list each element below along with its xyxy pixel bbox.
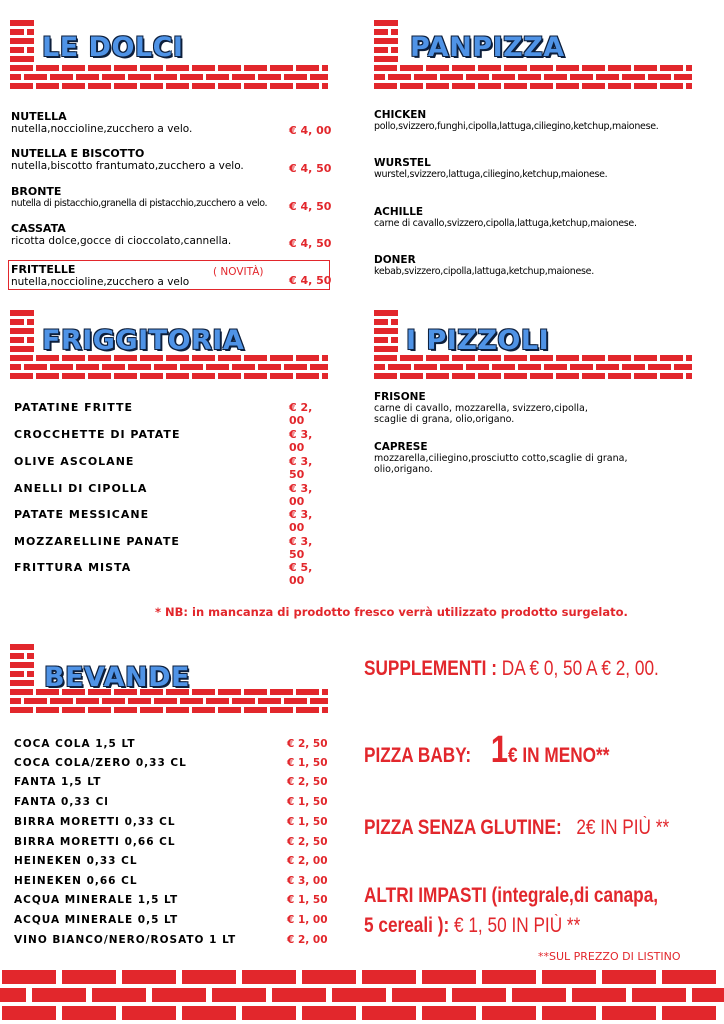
item-name: FRITTELLE [11, 263, 76, 276]
item-price: € 1, 50 [287, 796, 328, 808]
item-name: ACQUA MINERALE 1,5 LT [14, 894, 179, 906]
item-name: COCA COLA 1,5 LT [14, 738, 136, 750]
item-price: € 2, 00 [287, 934, 328, 946]
list-item [14, 455, 328, 481]
section-title-friggitoria: FRIGGITORIA [42, 325, 245, 356]
list-item [374, 206, 704, 229]
item-price: € 4, 00 [289, 124, 332, 137]
section-title-bevande: BEVANDE [44, 662, 190, 693]
list-item [14, 776, 328, 789]
panpizza-header [374, 20, 694, 94]
list-item [14, 401, 328, 427]
item-desc: nutella,biscotto frantumato,zucchero a velo. [11, 160, 244, 172]
item-name: PATATE MESSICANE [14, 508, 150, 521]
item-price: € 5, 00 [289, 561, 313, 587]
item-name: ACHILLE [374, 206, 424, 218]
item-name: FRISONE [374, 391, 426, 403]
item-price: € 1, 50 [287, 816, 328, 828]
bevande-header [10, 644, 330, 718]
glutine-value: 2€ IN PIÙ ** [576, 816, 670, 839]
new-badge: ( NOVITÀ) [213, 266, 264, 278]
item-price: € 2, 50 [287, 776, 328, 788]
item-name: BIRRA MORETTI 0,66 CL [14, 836, 176, 848]
item-price: € 1, 50 [287, 894, 328, 906]
item-name: MOZZARELLINE PANATE [14, 535, 180, 548]
item-price: € 3, 50 [289, 535, 313, 561]
item-name: COCA COLA/ZERO 0,33 CL [14, 757, 187, 769]
list-item [11, 263, 331, 288]
section-title-dolci: LE DOLCI [42, 32, 184, 63]
list-item [11, 147, 331, 172]
item-price: € 2, 00 [287, 855, 328, 867]
item-price: € 4, 50 [289, 274, 332, 287]
list-item [11, 110, 331, 135]
item-name: CROCCHETTE DI PATATE [14, 428, 181, 441]
list-item [374, 109, 704, 132]
item-name: FRITTURA MISTA [14, 561, 132, 574]
item-name: NUTELLA [11, 110, 67, 123]
dolci-header [10, 20, 330, 94]
list-item [14, 875, 328, 888]
item-desc: carne di cavallo, mozzarella, svizzero,cipolla, [374, 403, 588, 414]
item-desc: scaglie di grana, olio,origano. [374, 414, 515, 425]
item-name: FANTA 0,33 Cl [14, 796, 109, 808]
item-name: CASSATA [11, 222, 66, 235]
footer-brick-wall [0, 970, 724, 1024]
item-price: € 3, 00 [289, 482, 313, 508]
item-desc: kebab,svizzero,cipolla,lattuga,ketchup,maionese. [374, 266, 594, 277]
item-price: € 1, 50 [287, 757, 328, 769]
item-price: € 4, 50 [289, 237, 332, 250]
item-price: € 3, 00 [287, 875, 328, 887]
list-item [14, 934, 328, 947]
item-name: FANTA 1,5 LT [14, 776, 102, 788]
item-name: DONER [374, 254, 416, 266]
list-item [14, 796, 328, 809]
item-price: € 4, 50 [289, 200, 332, 213]
item-desc: carne di cavallo,svizzero,cipolla,lattuga,ketchup,maionese. [374, 218, 637, 229]
list-item [14, 816, 328, 829]
item-price: € 2, 00 [289, 401, 313, 427]
list-item [14, 482, 328, 508]
list-item [14, 508, 328, 534]
listino-footnote: **SUL PREZZO DI LISTINO [538, 950, 681, 963]
list-item [11, 185, 331, 209]
impasti-label: 5 cereali ): [364, 914, 450, 937]
list-item [14, 561, 328, 587]
item-name: BIRRA MORETTI 0,33 CL [14, 816, 176, 828]
item-price: € 1, 00 [287, 914, 328, 926]
item-desc: ricotta dolce,gocce di cioccolato,cannella. [11, 235, 232, 247]
item-desc: nutella,noccioline,zucchero a velo. [11, 123, 193, 135]
altri-impasti-line2 [364, 914, 580, 938]
pizza-baby-value: € IN MENO** [508, 744, 610, 767]
pizza-senza-glutine-line [364, 816, 669, 840]
pizza-baby-label: PIZZA BABY: [364, 744, 472, 767]
item-name: VINO BIANCO/NERO/ROSATO 1 LT [14, 934, 237, 946]
list-item [374, 441, 704, 475]
list-item [14, 738, 328, 751]
pizzoli-header [374, 310, 694, 384]
list-item [11, 222, 331, 247]
item-name: OLIVE ASCOLANE [14, 455, 135, 468]
item-name: PATATINE FRITTE [14, 401, 134, 414]
item-price: € 2, 50 [287, 738, 328, 750]
list-item [14, 535, 328, 561]
list-item [374, 254, 704, 277]
item-name: HEINEKEN 0,33 CL [14, 855, 138, 867]
item-name: ANELLI DI CIPOLLA [14, 482, 148, 495]
item-price: € 3, 00 [289, 428, 313, 454]
list-item [14, 894, 328, 907]
item-desc: nutella di pistacchio,granella di pistacchio,zucchero a velo. [11, 198, 268, 209]
frozen-product-note: * NB: in mancanza di prodotto fresco verrà utilizzato prodotto surgelato. [155, 605, 628, 619]
item-desc: pollo,svizzero,funghi,cipolla,lattuga,ciliegino,ketchup,maionese. [374, 121, 659, 132]
list-item [374, 157, 704, 180]
list-item [14, 855, 328, 868]
list-item [374, 391, 704, 425]
item-name: CAPRESE [374, 441, 428, 453]
item-desc: olio,origano. [374, 464, 433, 475]
item-price: € 2, 50 [287, 836, 328, 848]
item-desc: wurstel,svizzero,lattuga,ciliegino,ketchup,maionese. [374, 169, 608, 180]
altri-impasti-line1: ALTRI IMPASTI (integrale,di canapa, [364, 884, 659, 907]
item-desc: mozzarella,ciliegino,prosciutto cotto,scaglie di grana, [374, 453, 628, 464]
item-name: CHICKEN [374, 109, 427, 121]
item-name: BRONTE [11, 185, 62, 198]
item-name: NUTELLA E BISCOTTO [11, 147, 145, 160]
friggitoria-header [10, 310, 330, 384]
section-title-pizzoli: I PIZZOLI [406, 325, 550, 356]
section-title-panpizza: PANPIZZA [410, 32, 565, 63]
list-item [14, 914, 328, 927]
list-item [14, 757, 328, 770]
supplementi-line [364, 657, 659, 681]
pizza-baby-line [364, 729, 609, 772]
item-price: € 4, 50 [289, 162, 332, 175]
item-name: ACQUA MINERALE 0,5 LT [14, 914, 179, 926]
item-name: WURSTEL [374, 157, 431, 169]
item-price: € 3, 00 [289, 508, 313, 534]
impasti-value: € 1, 50 IN PIÙ ** [453, 914, 581, 937]
list-item [14, 836, 328, 849]
item-price: € 3, 50 [289, 455, 313, 481]
supplementi-label: SUPPLEMENTI : [364, 657, 497, 680]
glutine-label: PIZZA SENZA GLUTINE: [364, 816, 562, 839]
supplementi-value: DA € 0, 50 A € 2, 00. [501, 657, 659, 680]
item-desc: nutella,noccioline,zucchero a velo [11, 276, 190, 288]
pizza-baby-amount: 1 [490, 729, 509, 771]
item-name: HEINEKEN 0,66 CL [14, 875, 138, 887]
list-item [14, 428, 328, 454]
